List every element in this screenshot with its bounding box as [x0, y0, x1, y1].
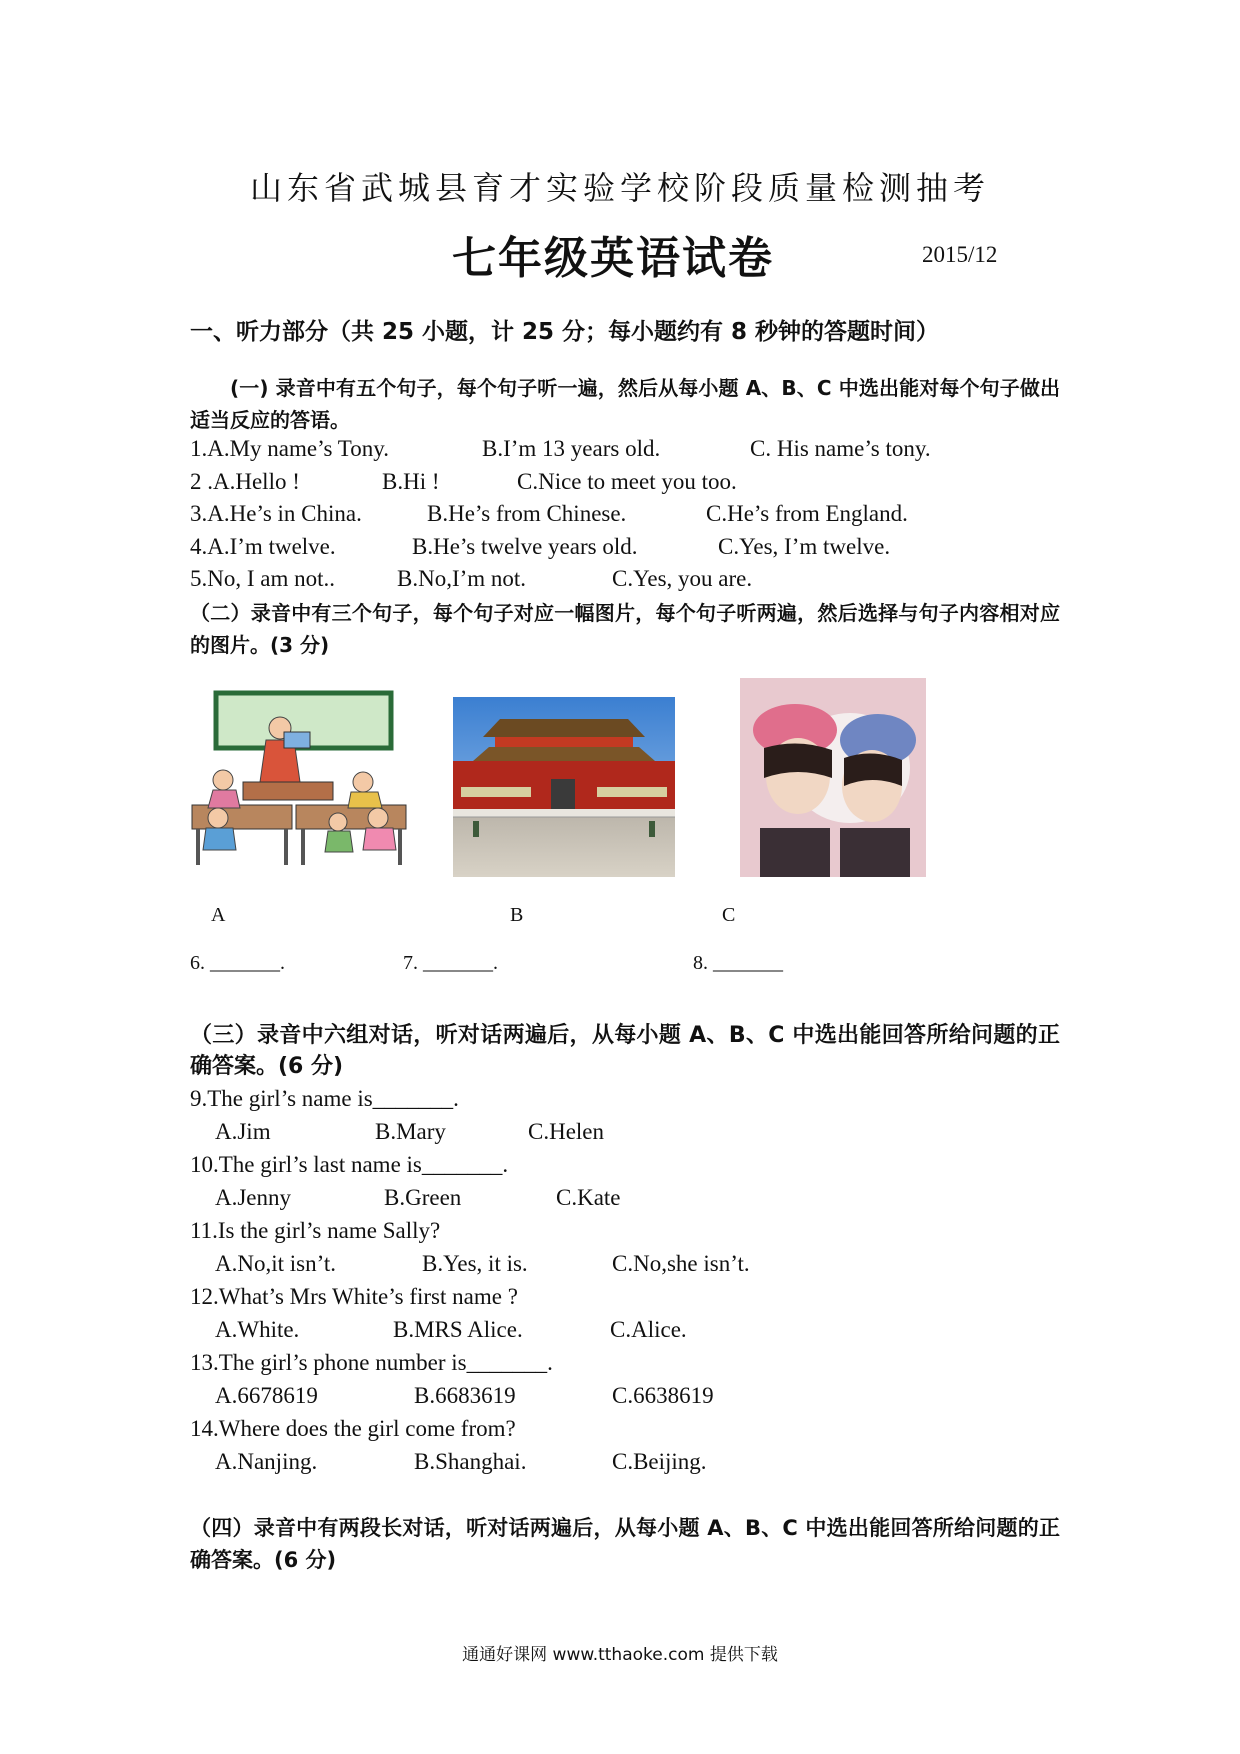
option-c: C.No,she isn’t.	[612, 1251, 750, 1276]
option-c: C.Kate	[556, 1185, 621, 1210]
classroom-illustration	[188, 690, 418, 875]
option-b: B.No,I’m not.	[397, 566, 527, 591]
option-b: B.Hi !	[382, 469, 440, 494]
option-a: 2 .A.Hello !	[190, 469, 300, 494]
option-b: B.Shanghai.	[414, 1449, 527, 1474]
option-a: A.Jim	[215, 1119, 271, 1144]
option-a: 1.A.My name’s Tony.	[190, 436, 389, 461]
option-b: B.I’m 13 years old.	[482, 436, 661, 461]
answer-blank: 6. _______.	[190, 952, 285, 974]
option-b: B.He’s from Chinese.	[427, 501, 627, 526]
part2-instruction: （二）录音中有三个句子，每个句子对应一幅图片，每个句子听两遍，然后选择与句子内容相对应的图片。(3 分)	[190, 601, 1060, 657]
option-c: C.Helen	[528, 1119, 605, 1144]
part4-instruction: （四）录音中有两段长对话，听对话两遍后，从每小题 A、B、C 中选出能回答所给问题的正确答案。(6 分)	[190, 1516, 1060, 1572]
option-c: C. His name’s tony.	[750, 436, 931, 461]
option-a: 4.A.I’m twelve.	[190, 534, 336, 559]
question-text: 11.Is the girl’s name Sally?	[190, 1218, 441, 1243]
option-a: A.Jenny	[215, 1185, 292, 1210]
option-a: A.White.	[215, 1317, 300, 1342]
question-text: 14.Where does the girl come from?	[190, 1416, 516, 1441]
question-text: 10.The girl’s last name is_______.	[190, 1152, 509, 1177]
question-text: 13.The girl’s phone number is_______.	[190, 1350, 553, 1375]
girls-photo	[740, 678, 926, 877]
part3-instruction: （三）录音中六组对话，听对话两遍后，从每小题 A、B、C 中选出能回答所给问题的正确答案。(6 分)	[190, 1023, 1060, 1079]
option-c: C.Beijing.	[612, 1449, 707, 1474]
option-c: C.Alice.	[610, 1317, 687, 1342]
picture-label: B	[510, 904, 524, 926]
option-a: 3.A.He’s in China.	[190, 501, 362, 526]
option-c: C.Nice to meet you too.	[517, 469, 737, 494]
exam-date: 2015/12	[922, 242, 998, 267]
option-a: A.Nanjing.	[215, 1449, 318, 1474]
option-c: C.He’s from England.	[706, 501, 908, 526]
option-a: A.6678619	[215, 1383, 318, 1408]
part1-instruction: (一) 录音中有五个句子，每个句子听一遍，然后从每小题 A、B、C 中选出能对每个句子做出适当反应的答语。	[190, 376, 1060, 432]
option-b: B.Yes, it is.	[422, 1251, 528, 1276]
option-c: C.Yes, I’m twelve.	[718, 534, 891, 559]
option-b: B.He’s twelve years old.	[412, 534, 638, 559]
section-heading: 一、听力部分（共 25 小题，计 25 分；每小题约有 8 秒钟的答题时间）	[190, 319, 940, 345]
exam-title: 七年级英语试卷	[452, 233, 774, 284]
answer-blank: 7. _______.	[403, 952, 498, 974]
question-text: 12.What’s Mrs White’s first name ?	[190, 1284, 518, 1309]
option-a: A.No,it isn’t.	[215, 1251, 336, 1276]
option-b: B.MRS Alice.	[393, 1317, 523, 1342]
answer-blank: 8. _______	[693, 952, 783, 974]
option-b: B.Mary	[375, 1119, 446, 1144]
option-c: C.Yes, you are.	[612, 566, 753, 591]
tiananmen-photo	[453, 697, 675, 877]
footer-text: 通通好课网 www.tthaoke.com 提供下载	[462, 1645, 778, 1665]
option-b: B.Green	[384, 1185, 462, 1210]
picture-label: C	[722, 904, 736, 926]
option-c: C.6638619	[612, 1383, 714, 1408]
school-name: 山东省武城县育才实验学校阶段质量检测抽考	[249, 169, 990, 207]
question-text: 9.The girl’s name is_______.	[190, 1086, 459, 1111]
option-b: B.6683619	[414, 1383, 516, 1408]
picture-label: A	[211, 904, 226, 926]
option-a: 5.No, I am not..	[190, 566, 336, 591]
